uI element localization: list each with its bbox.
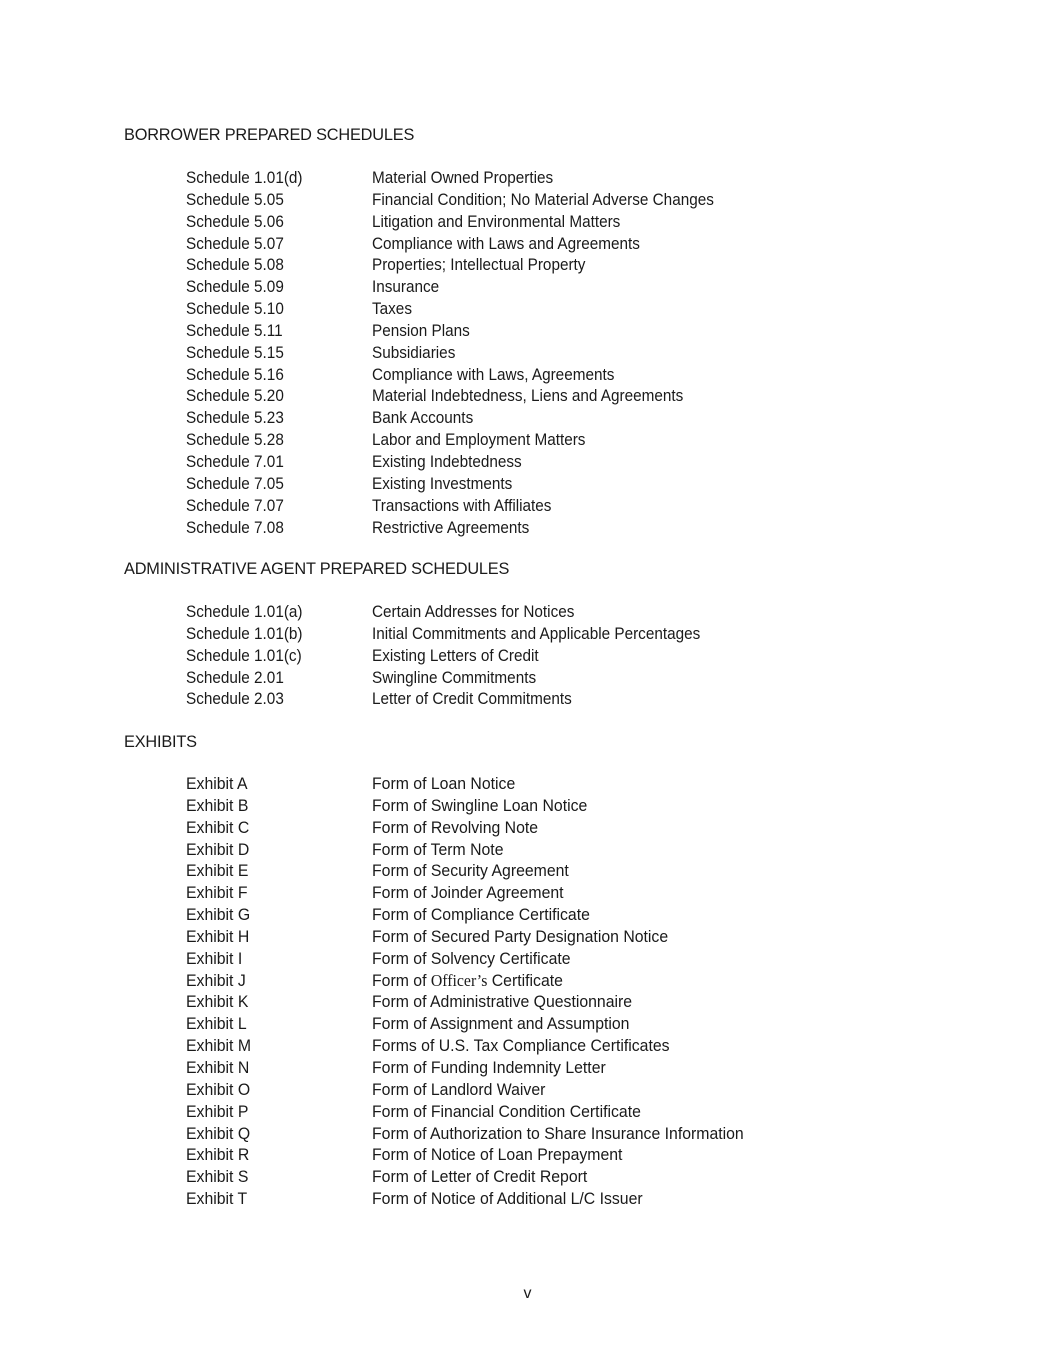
- agent-schedules-heading: ADMINISTRATIVE AGENT PREPARED SCHEDULES: [124, 559, 510, 578]
- schedule-ref: Schedule 5.28: [186, 430, 284, 450]
- exhibit-ref: Exhibit R: [186, 1145, 250, 1165]
- schedule-title: Compliance with Laws, Agreements: [372, 364, 615, 384]
- schedule-ref: Schedule 5.09: [186, 277, 284, 297]
- exhibit-ref: Exhibit T: [186, 1189, 248, 1209]
- exhibit-title: Form of Loan Notice: [372, 774, 516, 793]
- schedule-title: Swingline Commitments: [372, 667, 537, 687]
- exhibit-title: Form of Revolving Note: [372, 817, 539, 837]
- exhibit-title: Form of Funding Indemnity Letter: [372, 1057, 606, 1077]
- exhibit-ref: Exhibit B: [186, 795, 249, 815]
- exhibit-ref: Exhibit P: [186, 1101, 249, 1121]
- exhibit-ref: Exhibit H: [186, 926, 250, 946]
- exhibit-ref: Exhibit L: [186, 1014, 247, 1034]
- schedule-ref: Schedule 5.05: [186, 189, 284, 209]
- schedule-ref: Schedule 2.01: [186, 667, 284, 687]
- exhibit-ref: Exhibit D: [186, 839, 250, 859]
- exhibit-title: Form of Administrative Questionnaire: [372, 992, 633, 1012]
- schedule-title: Subsidiaries: [372, 342, 456, 362]
- schedule-ref: Schedule 1.01(d): [186, 168, 303, 187]
- schedule-title: Restrictive Agreements: [372, 517, 530, 537]
- exhibit-ref: Exhibit I: [186, 948, 243, 968]
- schedule-ref: Schedule 2.03: [186, 689, 284, 709]
- schedule-title: Properties; Intellectual Property: [372, 255, 586, 275]
- schedule-ref: Schedule 7.01: [186, 451, 284, 471]
- exhibit-ref: Exhibit S: [186, 1167, 249, 1187]
- exhibit-ref: Exhibit N: [186, 1057, 250, 1077]
- schedule-title: Taxes: [372, 299, 412, 319]
- schedule-title: Certain Addresses for Notices: [372, 602, 575, 621]
- schedule-title: Bank Accounts: [372, 408, 474, 428]
- schedule-ref: Schedule 1.01(c): [186, 645, 302, 665]
- exhibit-title: Form of Solvency Certificate: [372, 948, 571, 968]
- exhibit-title: Form of Swingline Loan Notice: [372, 795, 588, 815]
- exhibit-ref: Exhibit O: [186, 1079, 251, 1099]
- exhibit-title: Forms of U.S. Tax Compliance Certificates: [372, 1036, 670, 1056]
- exhibit-title: Form of Secured Party Designation Notice: [372, 926, 669, 946]
- schedule-title: Existing Investments: [372, 473, 513, 493]
- exhibit-ref: Exhibit A: [186, 774, 248, 793]
- schedule-ref: Schedule 5.16: [186, 364, 284, 384]
- exhibit-ref: Exhibit F: [186, 883, 248, 903]
- borrower-schedules-heading: BORROWER PREPARED SCHEDULES: [124, 125, 415, 144]
- exhibits-heading: EXHIBITS: [124, 732, 197, 751]
- exhibit-title: Form of Compliance Certificate: [372, 905, 590, 925]
- exhibit-title: Form of Letter of Credit Report: [372, 1167, 588, 1187]
- schedule-title: Insurance: [372, 277, 440, 297]
- schedule-title: Labor and Employment Matters: [372, 430, 586, 450]
- exhibit-title: Form of Financial Condition Certificate: [372, 1101, 641, 1121]
- schedule-ref: Schedule 5.06: [186, 211, 284, 231]
- exhibit-title: Form of Assignment and Assumption: [372, 1014, 630, 1034]
- schedule-title: Existing Letters of Credit: [372, 645, 539, 665]
- exhibit-ref: Exhibit E: [186, 861, 249, 881]
- exhibit-title: Form of Notice of Additional L/C Issuer: [372, 1189, 643, 1209]
- schedule-ref: Schedule 5.08: [186, 255, 284, 275]
- exhibit-title-suffix: Certificate: [487, 970, 563, 990]
- schedule-title: Litigation and Environmental Matters: [372, 211, 621, 231]
- schedule-ref: Schedule 5.07: [186, 233, 284, 253]
- schedule-ref: Schedule 7.08: [186, 517, 284, 537]
- schedule-title: Transactions with Affiliates: [372, 495, 552, 515]
- exhibit-ref: Exhibit M: [186, 1036, 252, 1056]
- exhibit-ref: Exhibit Q: [186, 1123, 251, 1143]
- exhibit-title: Form of Notice of Loan Prepayment: [372, 1145, 623, 1165]
- schedule-ref: Schedule 1.01(b): [186, 623, 303, 643]
- exhibit-title: Form of Authorization to Share Insurance Information: [372, 1123, 744, 1143]
- schedule-title: Material Owned Properties: [372, 168, 554, 187]
- exhibit-title: Form of Landlord Waiver: [372, 1079, 546, 1099]
- exhibit-ref: Exhibit J: [186, 970, 246, 990]
- exhibit-ref: Exhibit K: [186, 992, 249, 1012]
- schedule-ref: Schedule 5.11: [186, 320, 283, 340]
- schedule-title: Existing Indebtedness: [372, 451, 522, 471]
- exhibit-title: Form of Joinder Agreement: [372, 883, 564, 903]
- schedule-title: Financial Condition; No Material Adverse Changes: [372, 189, 714, 209]
- exhibit-title: [372, 970, 563, 992]
- exhibit-ref: Exhibit C: [186, 817, 250, 837]
- schedule-ref: Schedule 5.15: [186, 342, 284, 362]
- schedule-ref: Schedule 1.01(a): [186, 602, 303, 621]
- exhibit-title: Form of Security Agreement: [372, 861, 569, 881]
- schedule-title: Pension Plans: [372, 320, 470, 340]
- exhibit-title: Form of Term Note: [372, 839, 504, 859]
- schedule-ref: Schedule 7.07: [186, 495, 284, 515]
- schedule-title: Letter of Credit Commitments: [372, 689, 572, 709]
- exhibit-title-serif-word: Officer’s: [430, 970, 488, 990]
- exhibit-title-prefix: Form of: [372, 970, 431, 990]
- exhibit-ref: Exhibit G: [186, 905, 251, 925]
- schedule-title: Material Indebtedness, Liens and Agreements: [372, 386, 684, 406]
- schedule-title: Compliance with Laws and Agreements: [372, 233, 640, 253]
- schedule-ref: Schedule 7.05: [186, 473, 284, 493]
- schedule-title: Initial Commitments and Applicable Percentages: [372, 623, 701, 643]
- page-number: v: [523, 1285, 532, 1302]
- schedule-ref: Schedule 5.23: [186, 408, 284, 428]
- schedule-ref: Schedule 5.10: [186, 299, 284, 319]
- schedule-ref: Schedule 5.20: [186, 386, 284, 406]
